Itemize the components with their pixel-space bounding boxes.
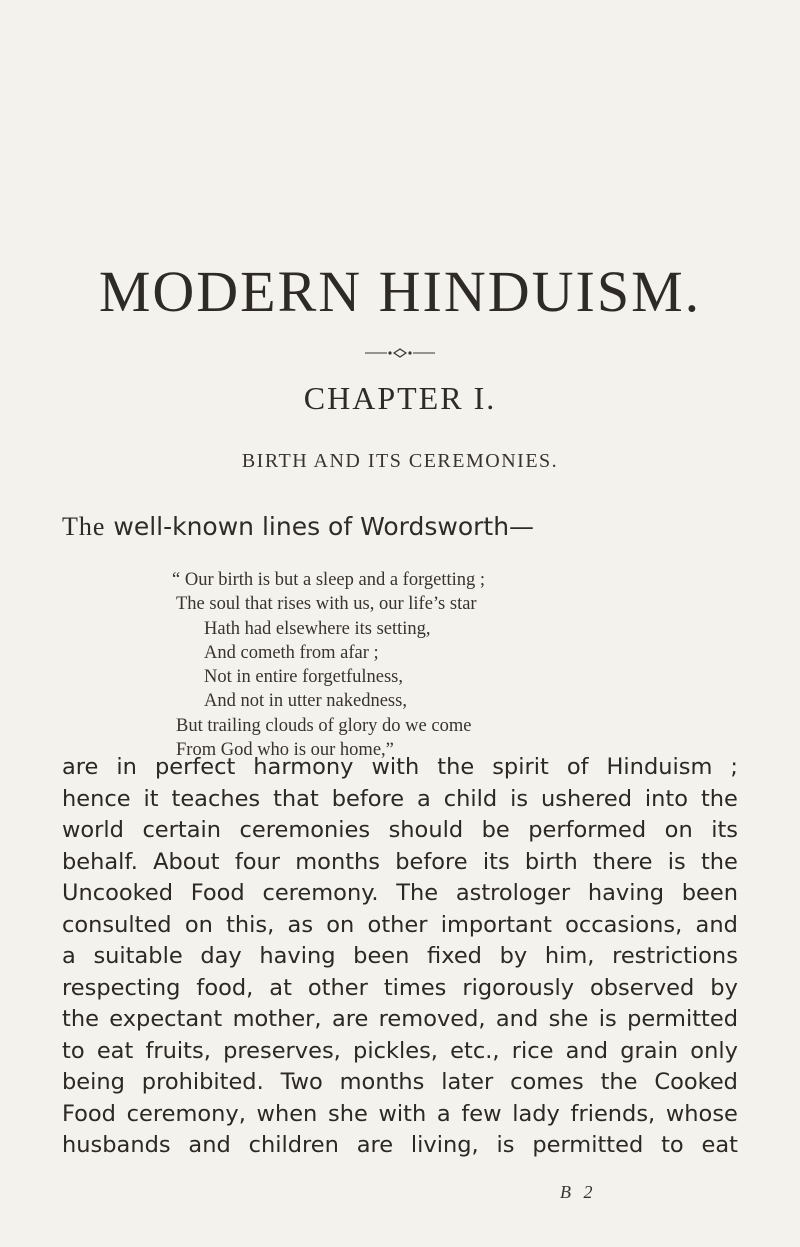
word: food, bbox=[196, 974, 254, 1001]
word: she bbox=[327, 1100, 368, 1127]
word: Food bbox=[190, 880, 245, 906]
word: the bbox=[700, 848, 738, 875]
word: having bbox=[587, 880, 664, 906]
word: Uncooked bbox=[62, 880, 173, 906]
chapter-heading: CHAPTER I. bbox=[303, 380, 497, 416]
word: observed bbox=[590, 974, 695, 1001]
word: fixed bbox=[427, 943, 482, 969]
word: child bbox=[443, 785, 498, 812]
word: Hinduism bbox=[606, 754, 713, 780]
word: there bbox=[592, 848, 653, 875]
word: certain bbox=[142, 817, 222, 843]
word: a bbox=[417, 785, 431, 812]
word: a bbox=[62, 943, 76, 969]
word: she bbox=[548, 1006, 589, 1032]
word: Food bbox=[62, 1100, 116, 1127]
word: hence bbox=[62, 785, 131, 812]
word: him, bbox=[544, 943, 595, 969]
word: eat bbox=[701, 1132, 738, 1158]
word: children bbox=[248, 1132, 339, 1158]
word: are bbox=[356, 1132, 394, 1158]
word: the bbox=[437, 754, 475, 780]
word: by bbox=[710, 974, 738, 1001]
word: four bbox=[234, 848, 281, 875]
word: behalf. bbox=[62, 848, 138, 875]
body-line bbox=[62, 752, 738, 784]
word: times bbox=[383, 974, 447, 1001]
word: suitable bbox=[93, 943, 183, 969]
word: been bbox=[353, 943, 410, 969]
word: ceremony, bbox=[126, 1100, 246, 1127]
poem-line: From God who is our home,” bbox=[176, 740, 394, 761]
word: later bbox=[441, 1069, 494, 1095]
intro-text: well-known lines of Wordsworth— bbox=[105, 512, 535, 541]
poem-line: And not in utter nakedness, bbox=[204, 691, 407, 712]
word: performed bbox=[528, 817, 647, 843]
body-line bbox=[62, 1099, 738, 1131]
word: months bbox=[339, 1069, 425, 1095]
word: permitted bbox=[627, 1006, 738, 1032]
word: perfect bbox=[154, 754, 236, 780]
word: and bbox=[188, 1132, 231, 1158]
word: Two bbox=[280, 1069, 323, 1095]
word: of bbox=[566, 754, 589, 780]
signature-mark: B 2 bbox=[560, 1182, 597, 1202]
word: it bbox=[143, 785, 159, 812]
word: its bbox=[482, 848, 510, 875]
word: into bbox=[644, 785, 689, 812]
word: on bbox=[326, 911, 355, 938]
word: whose bbox=[665, 1100, 738, 1127]
word: only bbox=[690, 1037, 738, 1064]
word: occasions, bbox=[565, 911, 683, 938]
chapter-subtitle: BIRTH AND ITS CEREMONIES. bbox=[241, 450, 559, 472]
word: are bbox=[331, 1006, 369, 1032]
word: in bbox=[116, 754, 137, 780]
word: on bbox=[664, 817, 693, 843]
word: the bbox=[600, 1069, 638, 1095]
body-line bbox=[62, 1036, 738, 1068]
word: when bbox=[256, 1100, 318, 1127]
word: is bbox=[510, 785, 529, 812]
word: at bbox=[269, 974, 292, 1001]
ornament-divider bbox=[0, 348, 800, 358]
word: husbands bbox=[62, 1132, 171, 1158]
word: expectant bbox=[109, 1006, 223, 1032]
word: mother, bbox=[232, 1006, 322, 1032]
word: etc., bbox=[450, 1037, 500, 1064]
ornament-icon bbox=[365, 348, 435, 358]
word: be bbox=[481, 817, 510, 843]
word: as bbox=[287, 911, 314, 938]
body-paragraph bbox=[62, 752, 738, 1162]
word: harmony bbox=[253, 754, 354, 780]
word: birth bbox=[524, 848, 578, 875]
word: grain bbox=[620, 1037, 679, 1064]
word: to bbox=[62, 1037, 85, 1064]
word: and bbox=[565, 1037, 609, 1064]
word: prohibited. bbox=[141, 1069, 264, 1095]
word: eat bbox=[96, 1037, 134, 1064]
word: other bbox=[307, 974, 368, 1001]
body-line bbox=[62, 910, 738, 942]
word: The bbox=[396, 880, 439, 906]
word: world bbox=[62, 817, 124, 843]
page-title: MODERN HINDUISM. bbox=[98, 259, 702, 324]
poem-line: But trailing clouds of glory do we come bbox=[176, 715, 472, 736]
body-line bbox=[62, 878, 738, 910]
intro-line bbox=[62, 512, 752, 542]
word: lady bbox=[512, 1100, 560, 1127]
word: friends, bbox=[570, 1100, 656, 1127]
word: Cooked bbox=[654, 1069, 738, 1095]
word: that bbox=[273, 785, 319, 812]
word: its bbox=[711, 817, 738, 843]
word: and bbox=[495, 1006, 539, 1032]
poem-line: The soul that rises with us, our life’s star bbox=[176, 594, 477, 615]
word: rice bbox=[511, 1037, 554, 1064]
word: the bbox=[62, 1006, 99, 1032]
word: About bbox=[153, 848, 220, 875]
word: is bbox=[598, 1006, 617, 1032]
word: being bbox=[62, 1069, 125, 1095]
word: respecting bbox=[62, 974, 181, 1001]
poem-line: “ Our birth is but a sleep and a forgetting ; bbox=[172, 570, 486, 590]
body-line bbox=[62, 1130, 738, 1162]
poem-line: Not in entire forgetfulness, bbox=[204, 667, 404, 688]
word: teaches bbox=[171, 785, 261, 812]
word: comes bbox=[510, 1069, 584, 1095]
word: few bbox=[461, 1100, 502, 1127]
body-line bbox=[62, 1004, 738, 1036]
word: important bbox=[440, 911, 552, 938]
word: with bbox=[378, 1100, 427, 1127]
word: restrictions bbox=[612, 943, 738, 969]
word: is bbox=[667, 848, 686, 875]
word: astrologer bbox=[455, 880, 571, 906]
word: preserves, bbox=[223, 1037, 341, 1064]
body-line bbox=[62, 1067, 738, 1099]
word: a bbox=[436, 1100, 451, 1127]
word: fruits, bbox=[145, 1037, 211, 1064]
poem-line: Hath had elsewhere its setting, bbox=[204, 618, 431, 639]
word: living, bbox=[410, 1132, 479, 1158]
word: by bbox=[499, 943, 528, 969]
body-line bbox=[62, 815, 738, 847]
word: ceremony. bbox=[262, 880, 379, 906]
poem-line: And cometh from afar ; bbox=[204, 642, 379, 663]
word: are bbox=[62, 754, 99, 780]
word: before bbox=[395, 848, 468, 875]
word: this, bbox=[226, 911, 275, 938]
body-line bbox=[62, 941, 738, 973]
word: rigorously bbox=[462, 974, 575, 1001]
word: ; bbox=[730, 754, 738, 780]
word: day bbox=[200, 943, 242, 969]
word: before bbox=[331, 785, 405, 812]
word: removed, bbox=[378, 1006, 486, 1032]
poem-quote bbox=[0, 568, 800, 762]
word: having bbox=[259, 943, 336, 969]
word: spirit bbox=[492, 754, 549, 780]
word: other bbox=[367, 911, 428, 938]
body-line bbox=[62, 847, 738, 879]
word: permitted bbox=[532, 1132, 644, 1158]
word: been bbox=[681, 880, 738, 906]
word: months bbox=[295, 848, 381, 875]
word: on bbox=[184, 911, 213, 938]
word: ushered bbox=[541, 785, 632, 812]
word: the bbox=[700, 785, 738, 812]
word: with bbox=[371, 754, 420, 780]
word: is bbox=[496, 1132, 515, 1158]
word: to bbox=[661, 1132, 684, 1158]
intro-small-caps: The bbox=[62, 512, 106, 541]
word: ceremonies bbox=[239, 817, 371, 843]
body-line bbox=[62, 973, 738, 1005]
body-line bbox=[62, 784, 738, 816]
word: and bbox=[695, 911, 738, 938]
word: should bbox=[388, 817, 464, 843]
word: pickles, bbox=[353, 1037, 438, 1064]
word: consulted bbox=[62, 911, 172, 938]
